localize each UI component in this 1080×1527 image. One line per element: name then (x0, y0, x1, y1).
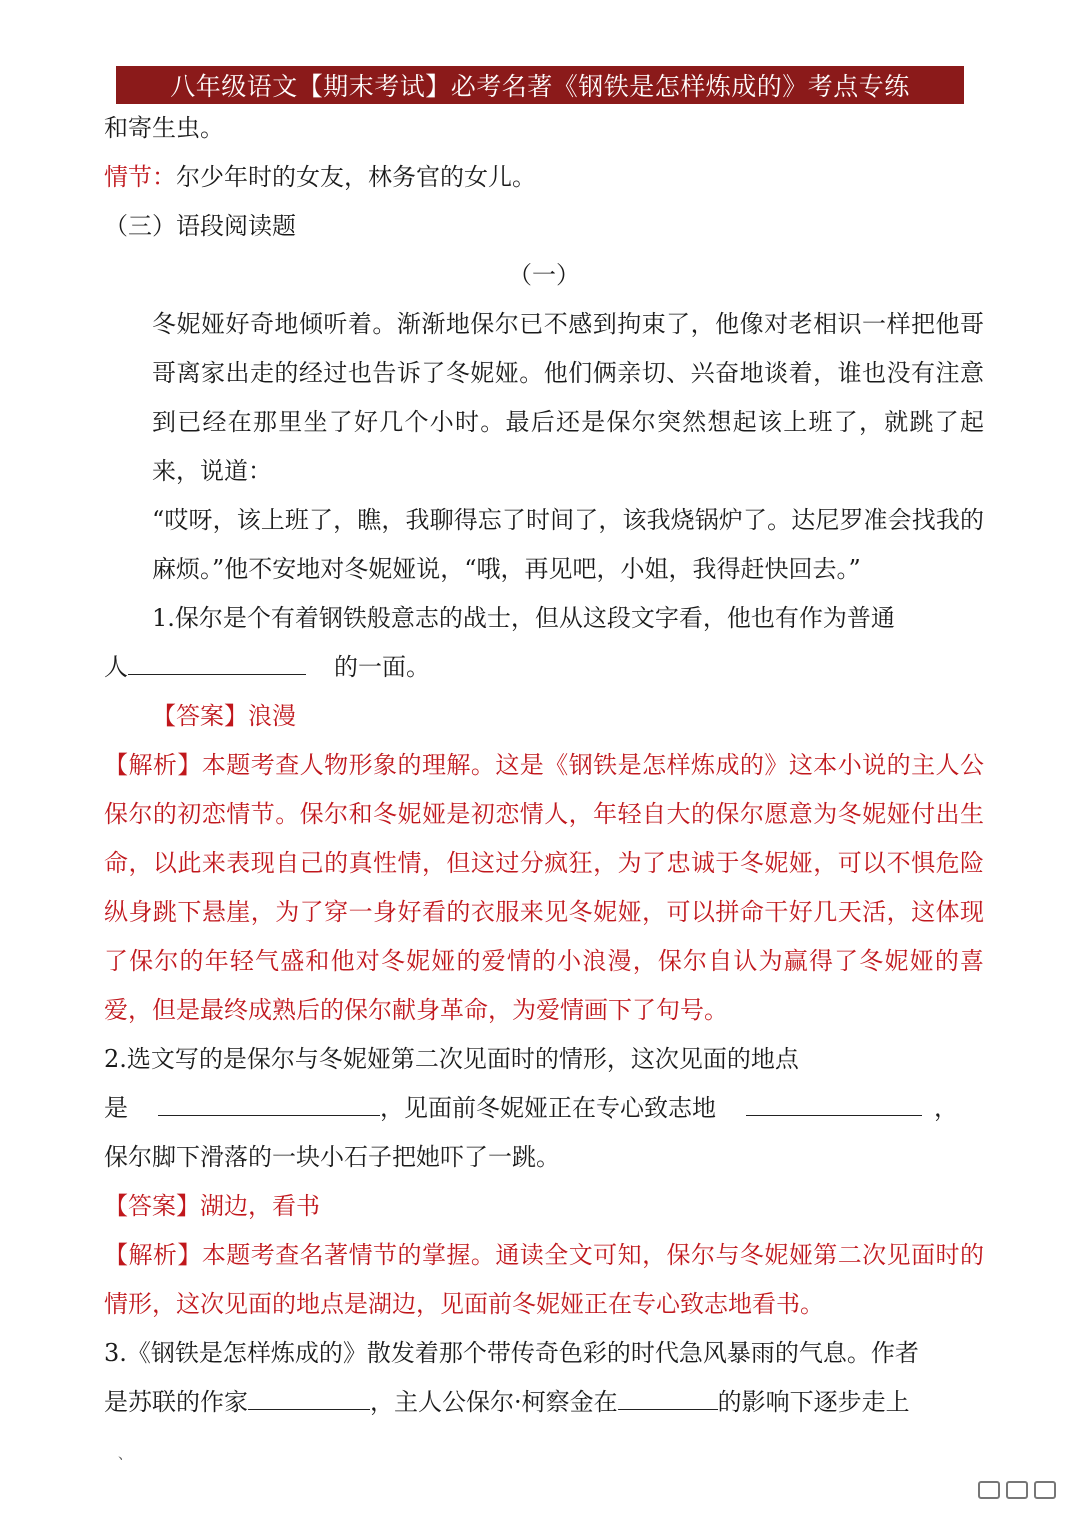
q2-suffix: ， (934, 1094, 958, 1122)
plot-text: 尔少年时的女友，林务官的女儿。 (176, 163, 536, 191)
q1-question-line-1: 1.保尔是个有着钢铁般意志的战士，但从这段文字看，他也有作为普通 (152, 604, 895, 632)
q3-prefix: 是苏联的作家 (104, 1388, 248, 1416)
plot-line (104, 153, 984, 202)
q2-mid: ，见面前冬妮娅正在专心致志地 (380, 1094, 716, 1122)
q1-answer-label: 【答案】 (152, 702, 248, 730)
q1-answer-text: 浪漫 (248, 702, 296, 730)
q1-answer (104, 692, 984, 741)
passage-paragraph-2: “哎呀，该上班了，瞧，我聊得忘了时间了，该我烧锅炉了。达尼罗准会找我的麻烦。”他不安地对冬妮娅说，“哦，再见吧，小姐，我得赶快回去。” (152, 506, 984, 583)
passage-paragraph-1: 冬妮娅好奇地倾听着。渐渐地保尔已不感到拘束了，他像对老相识一样把他哥哥离家出走的经过也告诉了冬妮娅。他们俩亲切、兴奋地谈着，谁也没有注意到已经在那里坐了好几个小时。最后还是保尔突然想起该上班了，就跳了起来，说道： (152, 310, 984, 485)
q1-analysis-text: 本题考查人物形象的理解。这是《钢铁是怎样炼成的》这本小说的主人公保尔的初恋情节。保尔和冬妮娅是初恋情人，年轻自大的保尔愿意为冬妮娅付出生命，以此来表现自己的真性情，但这过分疯狂，为了忠诚于冬妮娅，可以不惧危险纵身跳下悬崖，为了穿一身好看的衣服来见冬妮娅，可以拼命干好几天活，这体现了保尔的年轻气盛和他对冬妮娅的爱情的小浪漫，保尔自认为赢得了冬妮娅的喜爱，但是最终成熟后的保尔献身革命，为爱情画下了句号。 (104, 751, 985, 1024)
q2-analysis-text: 本题考查名著情节的掌握。通读全文可知，保尔与冬妮娅第二次见面时的情形，这次见面的地点是湖边，见面前冬妮娅正在专心致志地看书。 (104, 1241, 985, 1318)
q1-suffix: 的一面。 (334, 653, 430, 681)
q3-question-line-1: 3.《钢铁是怎样炼成的》散发着那个带传奇色彩的时代急风暴雨的气息。作者 (104, 1339, 919, 1367)
q3-answer-blank-1[interactable] (248, 1383, 370, 1410)
section-subheading: （一） (508, 261, 580, 289)
document-body (104, 104, 984, 1427)
q2-answer (104, 1182, 984, 1231)
toolbar-icon-1 (978, 1481, 1000, 1499)
header-banner (116, 66, 964, 104)
footer-mark: 、 (118, 1447, 132, 1463)
q3-mid: ，主人公保尔·柯察金在 (370, 1388, 618, 1416)
q2-question-line-2 (104, 1084, 984, 1133)
q1-question-line-2 (104, 643, 984, 692)
q3-question-line-2 (104, 1378, 984, 1427)
q3-answer-blank-2[interactable] (618, 1383, 718, 1410)
q2-analysis-label: 【解析】 (104, 1241, 202, 1269)
q1-answer-blank[interactable] (128, 648, 306, 675)
q1-analysis (104, 741, 984, 1035)
q1-prefix: 人 (104, 653, 128, 681)
q2-prefix: 是 (104, 1094, 128, 1122)
header-title: 八年级语文【期末考试】必考名著《钢铁是怎样炼成的》考点专练 (170, 72, 910, 101)
plot-label: 情节： (104, 163, 176, 191)
q3-suffix: 的影响下逐步走上 (717, 1388, 910, 1416)
section-heading: （三）语段阅读题 (104, 212, 296, 240)
q2-answer-blank-2[interactable] (746, 1089, 922, 1116)
q2-answer-text: 湖边，看书 (200, 1192, 320, 1220)
toolbar-icon-2 (1006, 1481, 1028, 1499)
q1-analysis-label: 【解析】 (104, 751, 202, 779)
q2-analysis (104, 1231, 984, 1329)
q2-question-line-1: 2.选文写的是保尔与冬妮娅第二次见面时的情形，这次见面的地点 (104, 1045, 799, 1073)
bottom-toolbar (978, 1481, 1056, 1499)
q2-question-line-3: 保尔脚下滑落的一块小石子把她吓了一跳。 (104, 1143, 560, 1171)
q2-answer-blank-1[interactable] (158, 1089, 380, 1116)
intro-line: 和寄生虫。 (104, 114, 224, 142)
toolbar-icon-3 (1034, 1481, 1056, 1499)
q2-answer-label: 【答案】 (104, 1192, 200, 1220)
